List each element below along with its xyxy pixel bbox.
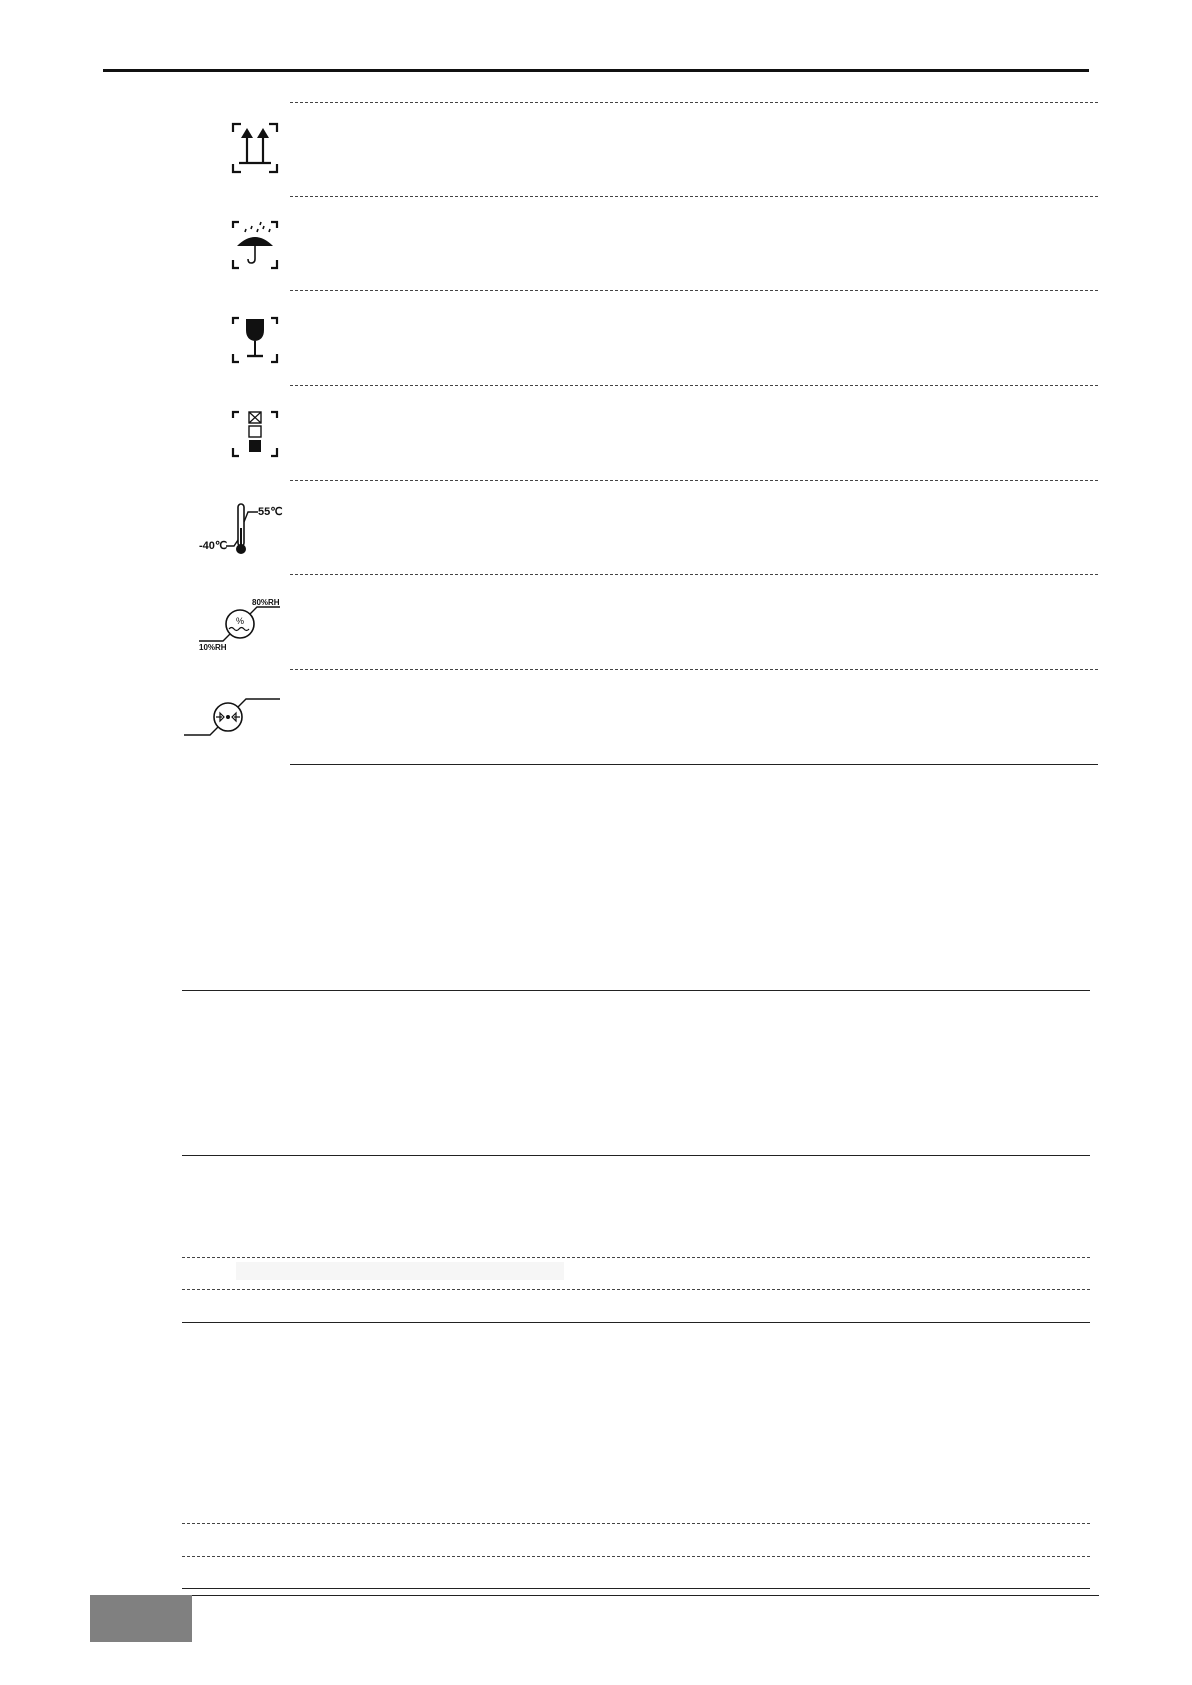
atmospheric-pressure-limit-icon [182, 690, 292, 770]
page-number-tab [90, 1595, 192, 1642]
humidity-upper-label: 80%RH [252, 598, 280, 607]
table-cell-shade [236, 1262, 564, 1280]
stacking-limit-icon [230, 410, 340, 490]
section-rule [182, 1322, 1090, 1323]
this-way-up-icon [230, 122, 340, 202]
table-divider [290, 196, 1098, 197]
humidity-limit-icon [196, 594, 306, 674]
table-divider [290, 480, 1098, 481]
temperature-upper-label: 55℃ [258, 506, 283, 518]
temperature-limit-icon [196, 500, 306, 580]
table-divider [182, 1523, 1090, 1524]
table-divider [290, 290, 1098, 291]
table-divider [182, 1289, 1090, 1290]
section-rule [182, 1155, 1090, 1156]
table-bottom-rule [290, 764, 1098, 765]
fragile-glass-icon [230, 316, 340, 396]
table-divider [290, 669, 1098, 670]
table-divider [182, 1257, 1090, 1258]
section-rule [182, 990, 1090, 991]
section-rule [182, 1588, 1090, 1589]
footer-rule [183, 1595, 1099, 1596]
header-rule [103, 69, 1089, 72]
table-divider [182, 1556, 1090, 1557]
temperature-lower-label: -40℃ [199, 540, 228, 552]
keep-dry-umbrella-icon [230, 220, 340, 300]
table-divider [290, 574, 1098, 575]
humidity-percent-label: % [236, 616, 245, 626]
table-divider [290, 102, 1098, 103]
table-divider [290, 385, 1098, 386]
humidity-lower-label: 10%RH [199, 643, 227, 652]
